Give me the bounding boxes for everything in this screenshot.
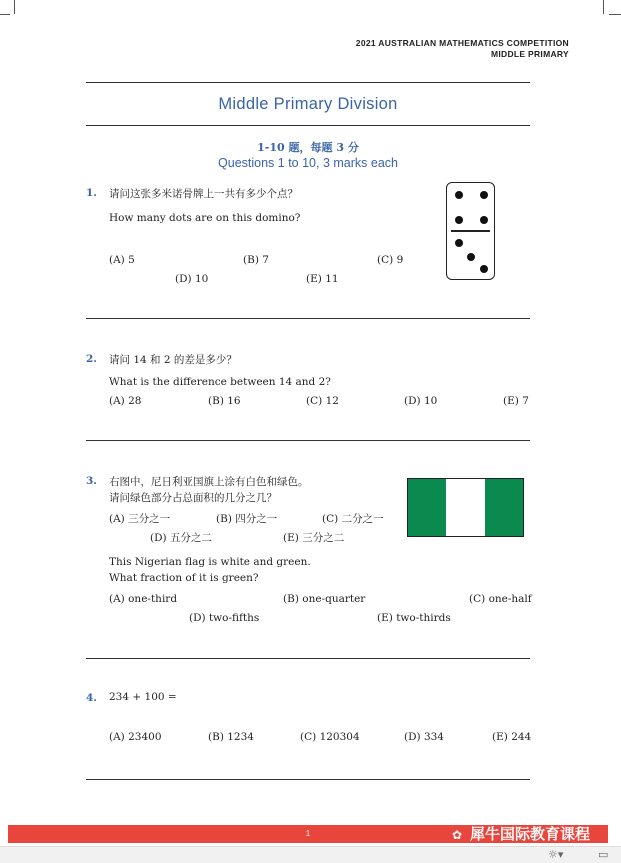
question-3-text-en-2: What fraction of it is green? — [109, 572, 259, 584]
crop-mark-top-left — [14, 0, 15, 14]
wechat-icon: ✿ — [452, 828, 463, 842]
domino-dot — [455, 239, 463, 247]
question-4-expression: 234 + 100 = — [109, 691, 177, 703]
title-rule-top — [86, 82, 530, 83]
question-4-option-c[interactable]: (C) 120304 — [300, 731, 360, 743]
question-1-option-e[interactable]: (E) 11 — [306, 273, 339, 285]
question-4-option-b[interactable]: (B) 1234 — [208, 731, 254, 743]
crop-mark-top-right-h — [609, 14, 621, 15]
question-4-option-e[interactable]: (E) 244 — [492, 731, 532, 743]
question-3-cn-option-b[interactable]: (B) 四分之一 — [216, 513, 278, 525]
question-1-option-d[interactable]: (D) 10 — [175, 273, 209, 285]
question-3-cn-option-d[interactable]: (D) 五分之二 — [150, 532, 212, 544]
question-2-option-b[interactable]: (B) 16 — [208, 395, 241, 407]
question-3-number: 3. — [86, 475, 97, 487]
question-3-option-c[interactable]: (C) one-half — [469, 593, 532, 605]
question-3-option-e[interactable]: (E) two-thirds — [377, 612, 451, 624]
question-2-option-a[interactable]: (A) 28 — [109, 395, 142, 407]
question-3-text-cn-2: 请问绿色部分占总面积的几分之几？ — [109, 492, 277, 504]
domino-dot — [480, 191, 488, 199]
domino-divider — [451, 230, 490, 232]
question-3-cn-option-c[interactable]: (C) 二分之一 — [322, 513, 384, 525]
question-2-text-cn: 请问 14 和 2 的差是多少？ — [109, 354, 237, 366]
domino-image — [446, 182, 495, 280]
viewer-bottom-strip — [0, 846, 621, 863]
question-3-text-en-1: This Nigerian flag is white and green. — [109, 556, 311, 568]
header-line-2: MIDDLE PRIMARY — [490, 49, 569, 59]
question-1-option-b[interactable]: (B) 7 — [243, 254, 269, 266]
crop-mark-top-left-h — [0, 14, 10, 15]
question-1-text-cn: 请问这张多米诺骨牌上一共有多少个点？ — [109, 188, 298, 200]
flag-green-band-left — [408, 479, 446, 536]
question-3-option-a[interactable]: (A) one-third — [109, 593, 178, 605]
question-2-number: 2. — [86, 353, 97, 365]
question-4-option-a[interactable]: (A) 23400 — [109, 731, 162, 743]
question-3-option-d[interactable]: (D) two-fifths — [189, 612, 260, 624]
crop-mark-top-right — [603, 0, 604, 14]
domino-dot — [455, 216, 463, 224]
competition-header — [356, 38, 569, 59]
panel-icon[interactable]: ▭ — [598, 848, 609, 861]
question-1-number: 1. — [86, 187, 97, 199]
question-1-separator — [86, 318, 530, 319]
domino-dot — [480, 265, 488, 273]
question-3-text-cn-1: 右图中，尼日利亚国旗上涂有白色和绿色。 — [109, 476, 309, 488]
question-3-cn-option-a[interactable]: (A) 三分之一 — [109, 513, 171, 525]
domino-dot — [480, 216, 488, 224]
question-4-option-d[interactable]: (D) 334 — [404, 731, 444, 743]
question-2-option-e[interactable]: (E) 7 — [503, 395, 529, 407]
question-3-separator — [86, 658, 530, 659]
watermark-text: 犀牛国际教育课程 — [470, 825, 591, 843]
question-2-option-d[interactable]: (D) 10 — [404, 395, 438, 407]
question-2-option-c[interactable]: (C) 12 — [306, 395, 339, 407]
header-line-1: 2021 AUSTRALIAN MATHEMATICS COMPETITION — [355, 38, 569, 48]
question-3-option-b[interactable]: (B) one-quarter — [283, 593, 366, 605]
question-4-number: 4. — [86, 692, 97, 704]
domino-dot — [467, 253, 475, 261]
flag-white-band — [446, 479, 484, 536]
page-number: 1 — [305, 829, 311, 838]
question-1-text-en: How many dots are on this domino? — [109, 212, 301, 224]
title-rule-bottom — [86, 125, 530, 126]
page-title: Middle Primary Division — [218, 95, 398, 113]
section-heading-cn: 1-10 题，每题 3 分 — [257, 141, 359, 154]
domino-dot — [455, 191, 463, 199]
question-2-text-en: What is the difference between 14 and 2? — [109, 376, 331, 388]
question-1-option-c[interactable]: (C) 9 — [377, 254, 404, 266]
question-2-separator — [86, 440, 530, 441]
brightness-icon[interactable]: ☼▾ — [548, 848, 564, 861]
question-3-cn-option-e[interactable]: (E) 三分之二 — [283, 532, 345, 544]
flag-green-band-right — [485, 479, 523, 536]
question-1-option-a[interactable]: (A) 5 — [109, 254, 135, 266]
section-heading-en: Questions 1 to 10, 3 marks each — [218, 156, 398, 170]
nigerian-flag-image — [407, 478, 524, 537]
question-4-separator — [86, 779, 530, 780]
